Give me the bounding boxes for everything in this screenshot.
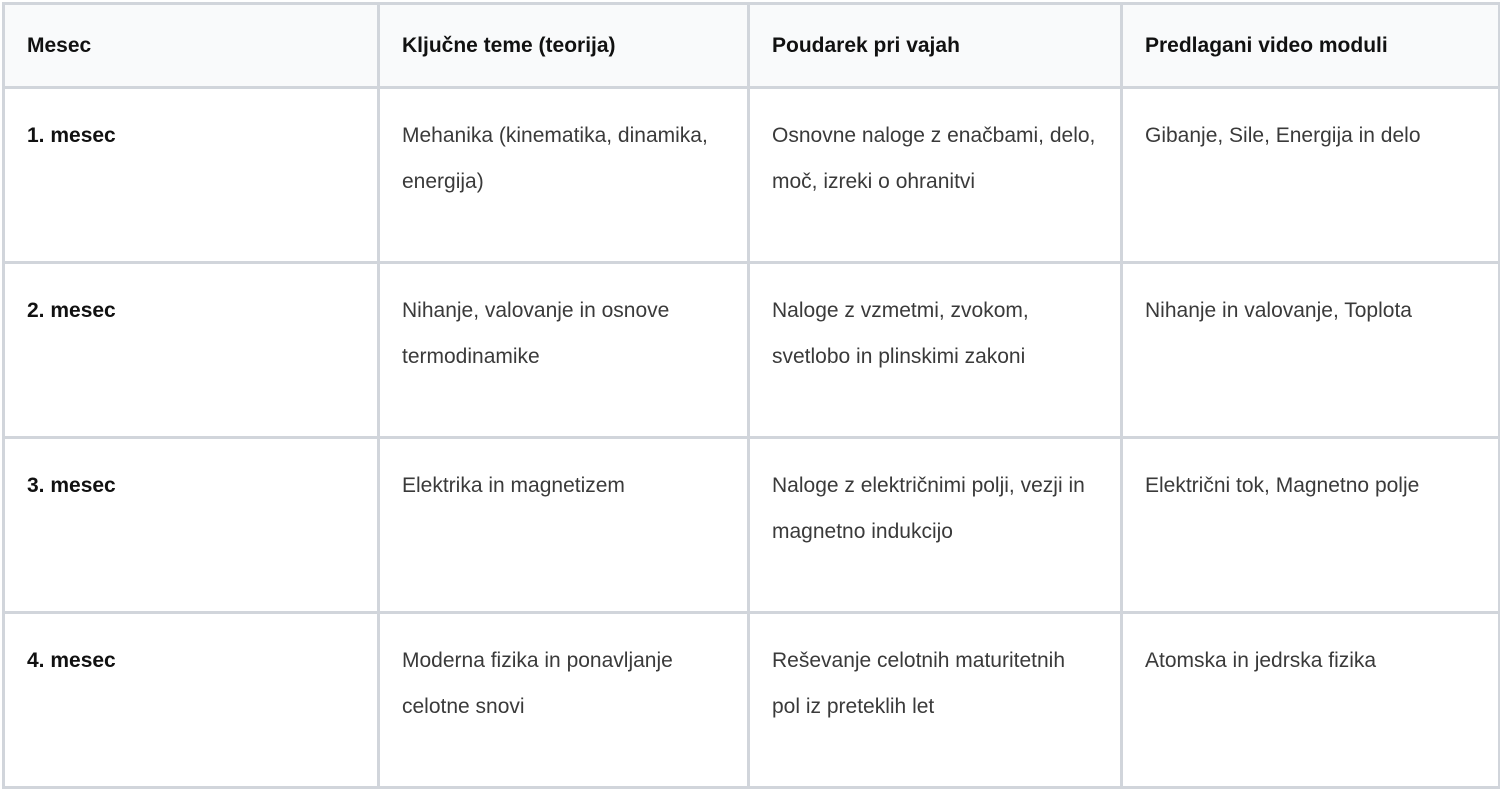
- cell-video-modules: Atomska in jedrska fizika: [1122, 613, 1500, 788]
- table-row: [4, 263, 1500, 438]
- cell-month: 2. mesec: [4, 263, 379, 438]
- cell-month: 3. mesec: [4, 438, 379, 613]
- header-month: Mesec: [4, 4, 379, 88]
- table-row: [4, 613, 1500, 788]
- cell-key-topics: Nihanje, valovanje in osnove termodinamike: [379, 263, 749, 438]
- table-body: [4, 88, 1500, 788]
- cell-month: 4. mesec: [4, 613, 379, 788]
- cell-exercise-focus: Naloge z vzmetmi, zvokom, svetlobo in plinskimi zakoni: [749, 263, 1122, 438]
- table-row: [4, 88, 1500, 263]
- table-header: [4, 4, 1500, 88]
- cell-video-modules: Gibanje, Sile, Energija in delo: [1122, 88, 1500, 263]
- header-row: [4, 4, 1500, 88]
- cell-key-topics: Mehanika (kinematika, dinamika, energija): [379, 88, 749, 263]
- header-exercise-focus: Poudarek pri vajah: [749, 4, 1122, 88]
- cell-key-topics: Elektrika in magnetizem: [379, 438, 749, 613]
- cell-exercise-focus: Reševanje celotnih maturitetnih pol iz preteklih let: [749, 613, 1122, 788]
- cell-video-modules: Nihanje in valovanje, Toplota: [1122, 263, 1500, 438]
- cell-key-topics: Moderna fizika in ponavljanje celotne snovi: [379, 613, 749, 788]
- cell-month: 1. mesec: [4, 88, 379, 263]
- header-key-topics: Ključne teme (teorija): [379, 4, 749, 88]
- cell-video-modules: Električni tok, Magnetno polje: [1122, 438, 1500, 613]
- header-video-modules: Predlagani video moduli: [1122, 4, 1500, 88]
- cell-exercise-focus: Osnovne naloge z enačbami, delo, moč, izreki o ohranitvi: [749, 88, 1122, 263]
- cell-exercise-focus: Naloge z električnimi polji, vezji in magnetno indukcijo: [749, 438, 1122, 613]
- table-row: [4, 438, 1500, 613]
- study-plan-table: [2, 2, 1500, 789]
